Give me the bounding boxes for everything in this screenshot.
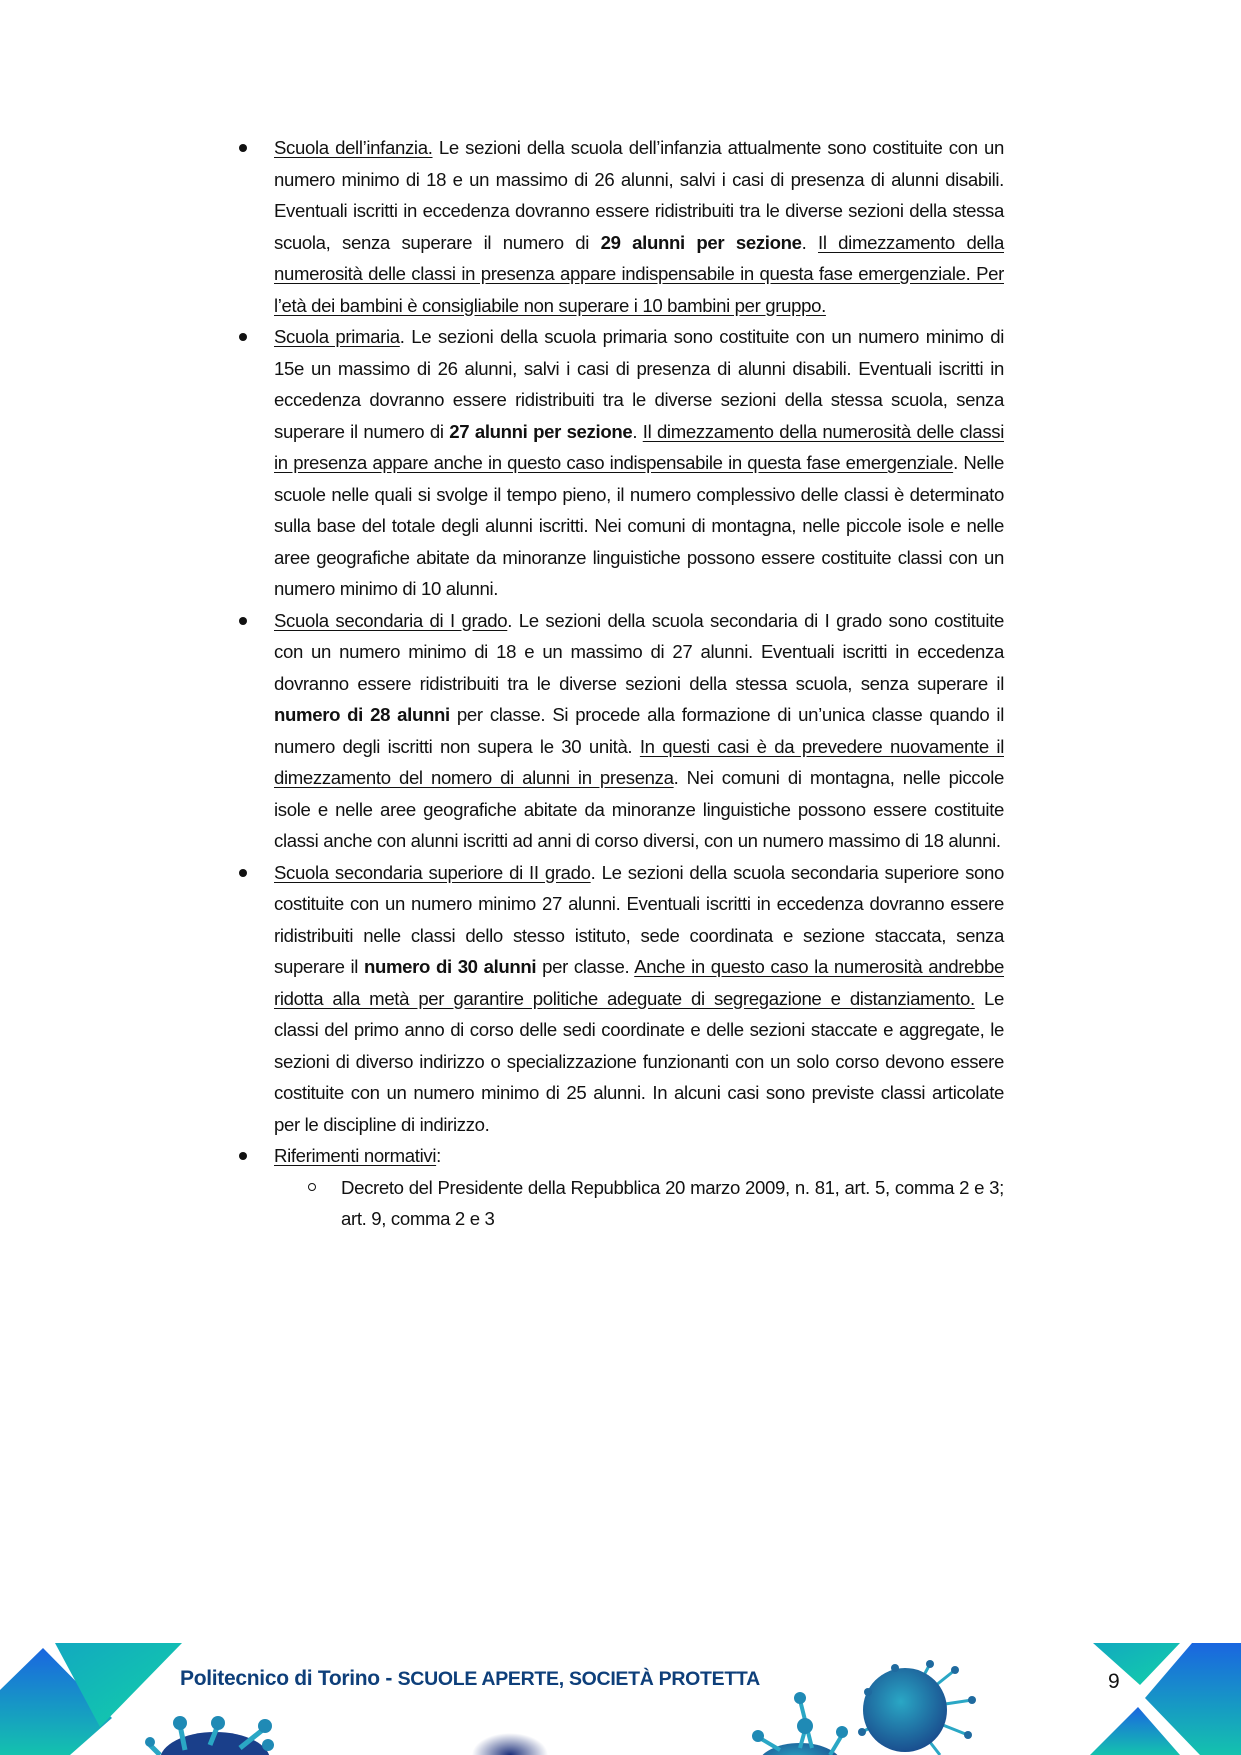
list-item-riferimenti <box>274 1140 1004 1172</box>
footer-title <box>180 1667 760 1691</box>
underlined-text: Il dimezzamento della numerosità delle classi in presenza appare anche in questo caso indispensabile in questa fase emergenziale <box>274 420 1004 473</box>
paragraph-text: Le sezioni della scuola dell’infanzia attualmente sono costituite con un numero minimo di 18 e un massimo di 26 alunni, salvi i casi di presenza di alunni disabili. Eventuali iscritti in eccedenza dovranno essere ridistribuiti tra le diverse sezioni della stessa scuola, senza superare il numero di <box>274 137 1005 253</box>
bullet-icon <box>239 869 247 877</box>
section-title: Riferimenti normativi <box>274 1145 437 1166</box>
bold-text: 29 alunni per sezione <box>600 231 802 253</box>
section-title: Scuola secondaria di I grado <box>274 609 508 631</box>
bold-text: numero di 28 alunni <box>274 704 450 725</box>
paragraph-text: . Le sezioni della scuola secondaria di I grado sono costituite con un numero minimo di 18 e un massimo di 27 alunni. Eventuali iscritti in eccedenza dovranno essere ridistribuiti tra le diverse sezioni della stessa scuola, senza superare il <box>274 609 1004 694</box>
footer-tagline: SCUOLE APERTE, SOCIETÀ PROTETTA <box>397 1668 760 1690</box>
punctuation: : <box>436 1145 441 1166</box>
underlined-text: In questi casi è da prevedere nuovamente il dimezzamento del nomero di alunni in presenza <box>274 735 1004 788</box>
paragraph-text: Le classi del primo anno di corso delle sedi coordinate e delle sezioni staccate e aggregate, le sezioni di diverso indirizzo o specializzazione funzionanti con un solo corso devono essere costituite con un numero minimo di 25 alunni. In alcuni casi sono previste classi articolate per le discipline di indirizzo. <box>274 987 1004 1135</box>
bullet-icon <box>239 333 247 341</box>
hollow-bullet-icon <box>308 1183 316 1191</box>
list-item-secondaria-primo-grado <box>274 605 1004 857</box>
bold-text: 27 alunni per sezione <box>449 420 633 442</box>
organization-name: Politecnico di Torino - <box>180 1667 398 1690</box>
bullet-icon <box>239 1152 247 1160</box>
page-footer <box>0 1620 1241 1755</box>
paragraph-text: . Le sezioni della scuola primaria sono costituite con un numero minimo di 15e un massimo di 26 alunni, salvi i casi di presenza di alunni disabili. Eventuali iscritti in eccedenza dovranno essere ridistribuiti tra le diverse sezioni della stessa scuola, senza superare il numero di <box>274 326 1004 442</box>
section-title: Scuola secondaria superiore di II grado <box>274 861 591 883</box>
section-title: Scuola dell’infanzia. <box>274 137 433 158</box>
list-item-secondaria-secondo-grado <box>274 857 1004 1141</box>
reference-item <box>341 1172 1004 1235</box>
paragraph-text: . <box>632 420 643 442</box>
paragraph-text: per classe. Si procede alla formazione di un’unica classe quando il numero degli iscritti non supera le 30 unità. <box>274 704 1004 757</box>
bold-text: numero di 30 alunni <box>363 956 537 977</box>
paragraph-text: . Le sezioni della scuola secondaria superiore sono costituite con un numero minimo 27 alunni. Eventuali iscritti in eccedenza dovranno essere ridistribuiti nelle classi dello stesso istituto, sede coordinata e sezione staccata, senza superare il <box>274 861 1005 977</box>
underlined-text: Anche in questo caso la numerosità andrebbe ridotta alla metà per garantire politiche adeguate di segregazione e distanziamento. <box>274 956 1005 1009</box>
body-text <box>274 132 1004 1235</box>
bullet-icon <box>239 144 247 152</box>
list-item-infanzia <box>274 132 1004 321</box>
underlined-text: Il dimezzamento della numerosità delle classi in presenza appare indispensabile in questa fase emergenziale. Per l’età dei bambini è consigliabile non superare i 10 bambini per gruppo. <box>274 231 1004 316</box>
paragraph-text: . Nei comuni di montagna, nelle piccole isole e nelle aree geografiche abitate da minoranze linguistiche possono essere costituite classi anche con alunni iscritti ad anni di corso diversi, con un numero massimo di 18 alunni. <box>274 767 1004 851</box>
paragraph-text: . <box>801 231 818 253</box>
paragraph-text: . Nelle scuole nelle quali si svolge il tempo pieno, il numero complessivo delle classi è determinato sulla base del totale degli alunni iscritti. Nei comuni di montagna, nelle piccole isole e nelle aree geografiche abitate da minoranze linguistiche possono essere costituite classi con un numero minimo di 10 alunni. <box>274 452 1004 599</box>
section-title: Scuola primaria <box>274 326 400 347</box>
paragraph-text: per classe. <box>536 956 635 977</box>
reference-text: Decreto del Presidente della Repubblica 20 marzo 2009, n. 81, art. 5, comma 2 e 3; art. 9, comma 2 e 3 <box>341 1176 1004 1229</box>
bullet-icon <box>239 617 247 625</box>
page-number: 9 <box>1108 1670 1120 1693</box>
list-item-primaria <box>274 321 1004 605</box>
